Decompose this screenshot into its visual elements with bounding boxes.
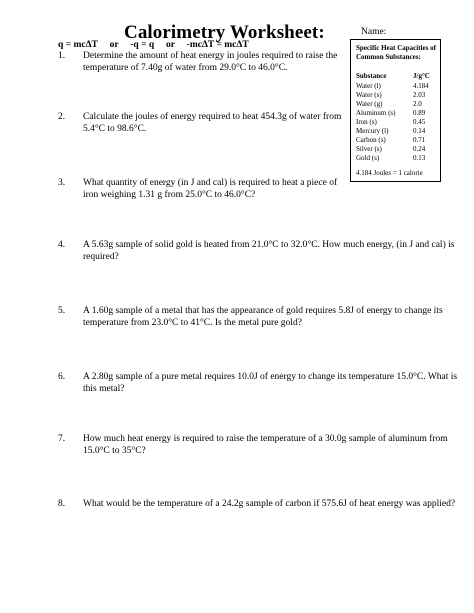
table-heading: Specific Heat Capacities of Common Substances: [356,44,436,61]
question-text: What would be the temperature of a 24.2g sample of carbon if 575.6J of heat energy was applied? [83,499,456,509]
heat-value: 0.14 [413,127,426,135]
question-number: 6. [58,372,66,382]
page-title: Calorimetry Worksheet: [124,22,325,43]
heat-value: 4.184 [413,82,429,90]
heat-value: 0.24 [413,145,426,153]
heat-value: 0.13 [413,154,426,162]
question-text: Calculate the joules of energy required to heat 454.3g of water from 5.4°C to 98.6°C. [83,112,342,134]
question-text: A 5.63g sample of solid gold is heated from 21.0°C to 32.0°C. How much energy, (in J and cal) is required? [83,240,455,262]
question-5 [58,306,463,329]
question-text: What quantity of energy (in J and cal) is required to heat a piece of iron weighing 1.31 g from 25.0°C to 46.0°C? [83,178,338,200]
substance-name: Carbon (s) [356,136,386,144]
column-substance: Substance [356,72,387,80]
question-text: A 2.80g sample of a pure metal requires 10.0J of energy to change its temperature 15.0°C. What is this metal? [83,372,458,394]
substance-name: Water (l) [356,82,381,90]
substance-name: Mercury (l) [356,127,389,135]
heat-value: 0.45 [413,118,426,126]
question-1 [58,51,348,74]
formula-line: q = mcΔT or -q = q or -mcΔT = mcΔT [58,40,249,50]
table-footnote: 4.184 Joules = 1 calorie [356,169,423,177]
heat-value: 2.03 [413,91,426,99]
question-8 [58,499,463,511]
substance-name: Silver (s) [356,145,382,153]
substance-name: Gold (s) [356,154,380,162]
question-6 [58,372,463,395]
question-4 [58,240,463,263]
substance-name: Water (s) [356,91,382,99]
question-number: 1. [58,51,66,61]
question-text: How much heat energy is required to raise the temperature of a 30.0g sample of aluminum from 15.0°C to 35°C? [83,434,448,456]
specific-heat-table [350,39,441,182]
question-number: 7. [58,434,66,444]
heat-value: 0.71 [413,136,426,144]
substance-name: Iron (s) [356,118,377,126]
column-unit: J/g°C [413,72,430,80]
substance-name: Aluminum (s) [356,109,396,117]
question-3 [58,178,348,201]
question-number: 3. [58,178,66,188]
question-number: 8. [58,499,66,509]
question-number: 4. [58,240,66,250]
question-number: 5. [58,306,66,316]
question-text: A 1.60g sample of a metal that has the appearance of gold requires 5.8J of energy to change its temperature from 23.0°C to 41°C. Is the metal pure gold? [83,306,443,328]
question-text: Determine the amount of heat energy in joules required to raise the temperature of 7.40g of water from 29.0°C to 46.0°C. [83,51,338,73]
question-7 [58,434,463,457]
question-2 [58,112,348,135]
substance-name: Water (g) [356,100,383,108]
heat-value: 0.89 [413,109,426,117]
question-number: 2. [58,112,66,122]
heat-value: 2.0 [413,100,422,108]
name-label: Name: [361,27,387,37]
